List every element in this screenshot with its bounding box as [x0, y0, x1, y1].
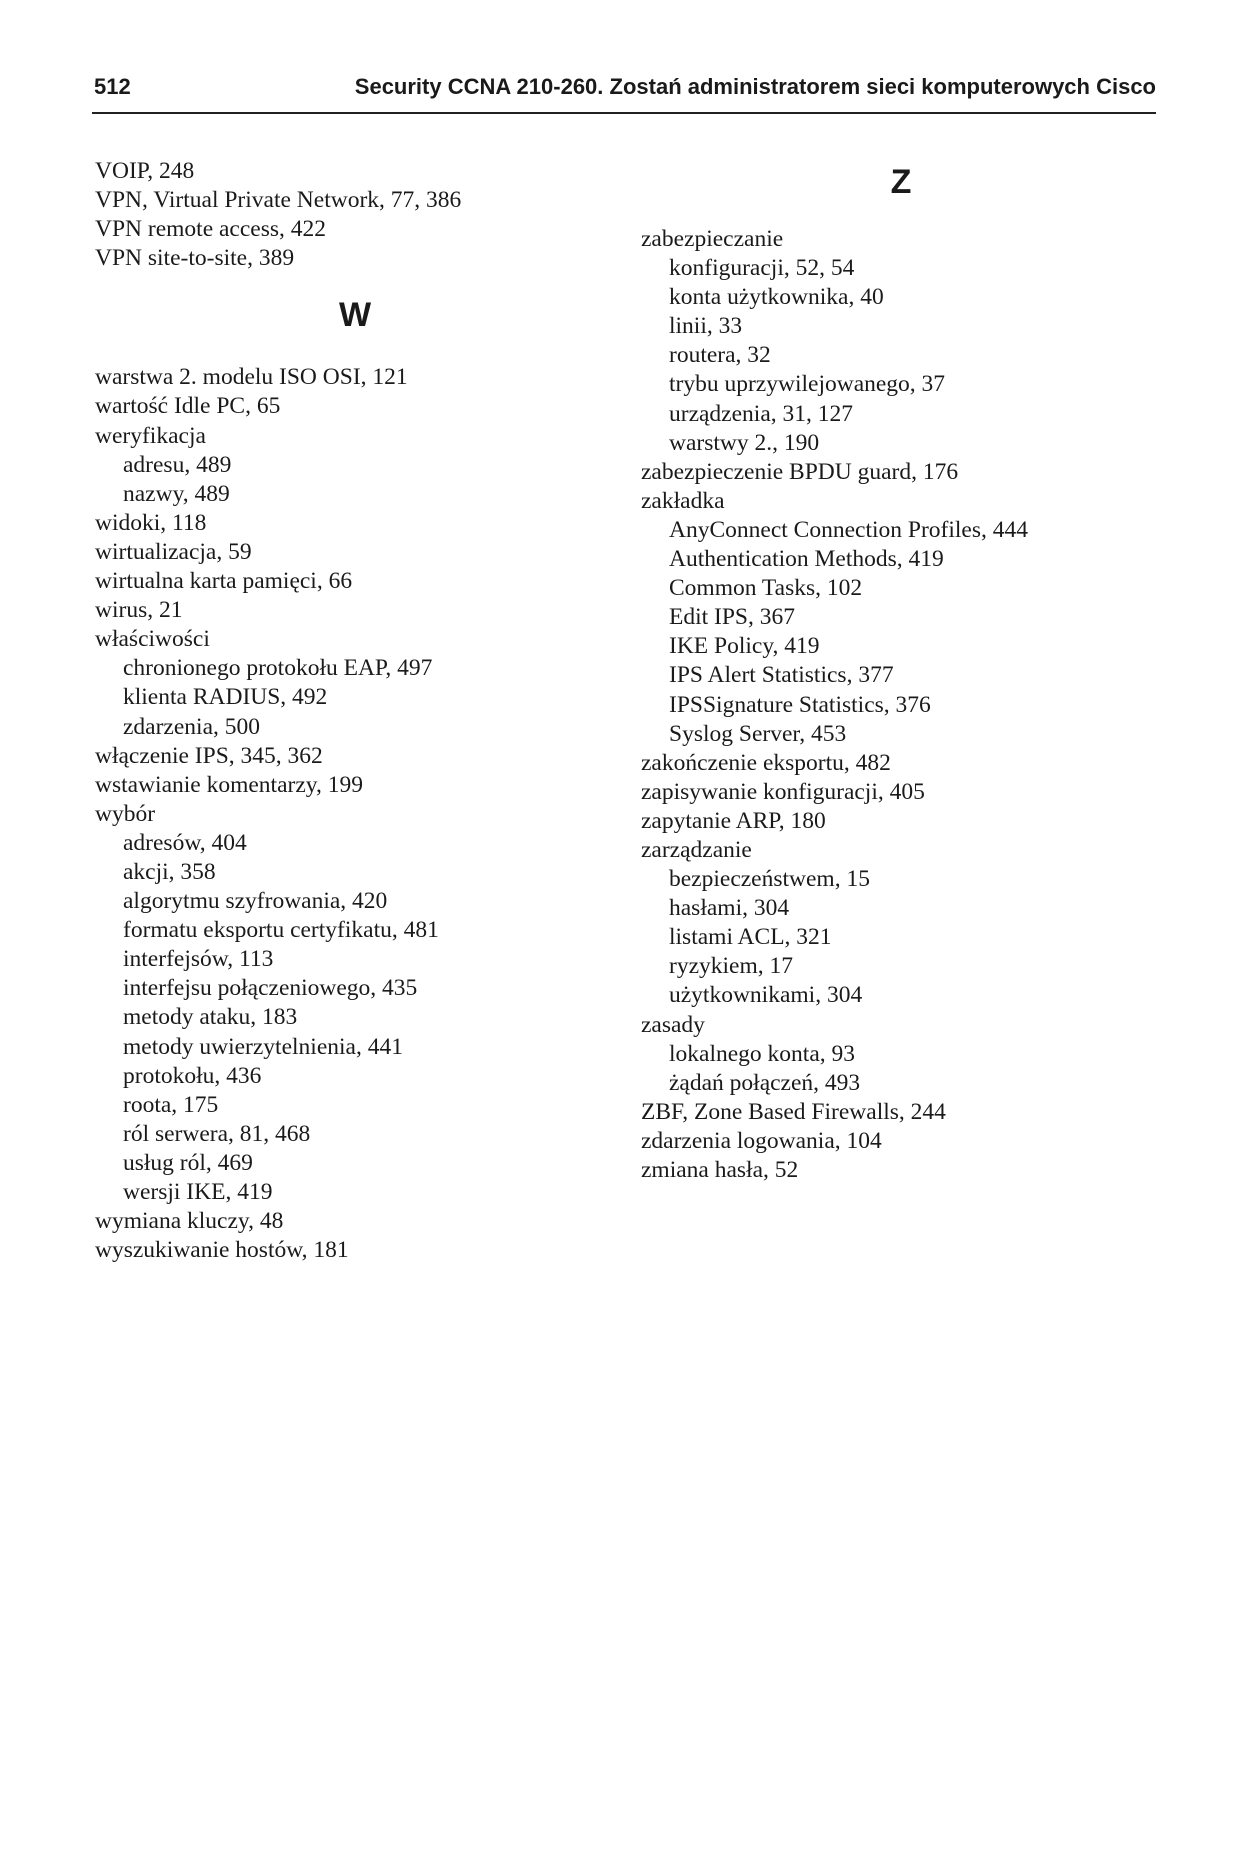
index-column-left [95, 157, 615, 1265]
index-subentry: lokalnego konta, 93 [669, 1040, 856, 1067]
index-entry: wyszukiwanie hostów, 181 [95, 1237, 349, 1264]
index-subentry: routera, 32 [669, 342, 771, 369]
index-entry: VPN site-to-site, 389 [95, 245, 295, 272]
index-subentry: zdarzenia, 500 [123, 713, 261, 740]
index-subentry: Edit IPS, 367 [669, 604, 796, 631]
index-subentry: metody uwierzytelnienia, 441 [123, 1033, 403, 1060]
index-subentry: listami ACL, 321 [669, 924, 832, 951]
index-subentry: algorytmu szyfrowania, 420 [123, 888, 388, 915]
index-entry: wirus, 21 [95, 597, 183, 624]
index-subentry: akcji, 358 [123, 858, 216, 885]
index-subentry: IKE Policy, 419 [669, 633, 820, 660]
index-subentry: linii, 33 [669, 313, 743, 340]
index-subentry: ryzykiem, 17 [669, 953, 793, 980]
index-entry: włączenie IPS, 345, 362 [95, 742, 323, 769]
index-subentry: roota, 175 [123, 1091, 219, 1118]
index-subentry: wersji IKE, 419 [123, 1179, 273, 1205]
index-subentry: AnyConnect Connection Profiles, 444 [669, 516, 1028, 543]
index-entry: widoki, 118 [95, 509, 207, 536]
index-entry: wstawianie komentarzy, 199 [95, 771, 363, 798]
index-entry: zapytanie ARP, 180 [641, 807, 826, 834]
index-subentry: bezpieczeństwem, 15 [669, 866, 870, 893]
index-subentry: adresu, 489 [123, 451, 232, 478]
index-subentry: ról serwera, 81, 468 [123, 1120, 311, 1147]
index-subentry: hasłami, 304 [669, 895, 790, 922]
index-entry: VPN, Virtual Private Network, 77, 386 [95, 187, 462, 214]
index-entry: zabezpieczenie BPDU guard, 176 [641, 458, 959, 485]
index-subentry: formatu eksportu certyfikatu, 481 [123, 917, 439, 944]
index-column-right [641, 157, 1201, 1185]
index-entry: VOIP, 248 [95, 158, 195, 184]
index-entry: zmiana hasła, 52 [641, 1157, 799, 1183]
index-subentry: nazwy, 489 [123, 480, 230, 507]
page-number: 512 [94, 74, 131, 99]
index-subentry: adresów, 404 [123, 829, 247, 856]
index-subentry: interfejsu połączeniowego, 435 [123, 975, 418, 1002]
running-header [92, 72, 1156, 114]
index-entry: zakładka [641, 487, 725, 514]
index-entry: właściwości [95, 626, 210, 653]
index-entry: wirtualna karta pamięci, 66 [95, 568, 353, 595]
section-letter: Z [890, 163, 912, 201]
index-entry: wartość Idle PC, 65 [95, 393, 281, 420]
index-subentry: żądań połączeń, 493 [669, 1069, 861, 1096]
index-subentry: chronionego protokołu EAP, 497 [123, 655, 433, 682]
index-entry: zasady [641, 1011, 705, 1038]
index-entry: wirtualizacja, 59 [95, 538, 252, 565]
index-subentry: konfiguracji, 52, 54 [669, 255, 855, 282]
index-entry: zakończenie eksportu, 482 [641, 749, 891, 776]
index-entry: weryfikacja [95, 422, 206, 449]
index-subentry: interfejsów, 113 [123, 946, 274, 973]
index-subentry: Common Tasks, 102 [669, 575, 863, 602]
index-entry: zdarzenia logowania, 104 [641, 1127, 882, 1154]
index-subentry: Syslog Server, 453 [669, 720, 847, 747]
index-entry: warstwa 2. modelu ISO OSI, 121 [95, 364, 408, 391]
index-subentry: usług ról, 469 [123, 1149, 253, 1176]
index-subentry: konta użytkownika, 40 [669, 284, 884, 311]
index-entry: wymiana kluczy, 48 [95, 1208, 284, 1235]
index-entry: zabezpieczanie [641, 226, 784, 252]
index-subentry: IPS Alert Statistics, 377 [669, 662, 894, 689]
index-subentry: klienta RADIUS, 492 [123, 684, 328, 711]
index-subentry: Authentication Methods, 419 [669, 546, 944, 573]
index-subentry: urządzenia, 31, 127 [669, 400, 854, 427]
index-subentry: trybu uprzywilejowanego, 37 [669, 371, 946, 398]
index-subentry: IPSSignature Statistics, 376 [669, 691, 931, 718]
index-entry: VPN remote access, 422 [95, 216, 327, 243]
index-entry: zarządzanie [641, 836, 752, 863]
index-subentry: użytkownikami, 304 [669, 982, 863, 1009]
index-subentry: protokołu, 436 [123, 1062, 262, 1089]
running-title: Security CCNA 210-260. Zostań administratorem sieci komputerowych Cisco [354, 74, 1156, 99]
index-subentry: warstwy 2., 190 [669, 429, 820, 456]
index-entry: wybór [95, 800, 156, 827]
index-subentry: metody ataku, 183 [123, 1004, 298, 1031]
section-letter: W [338, 296, 372, 335]
index-entry: ZBF, Zone Based Firewalls, 244 [641, 1098, 946, 1125]
index-entry: zapisywanie konfiguracji, 405 [641, 778, 925, 805]
